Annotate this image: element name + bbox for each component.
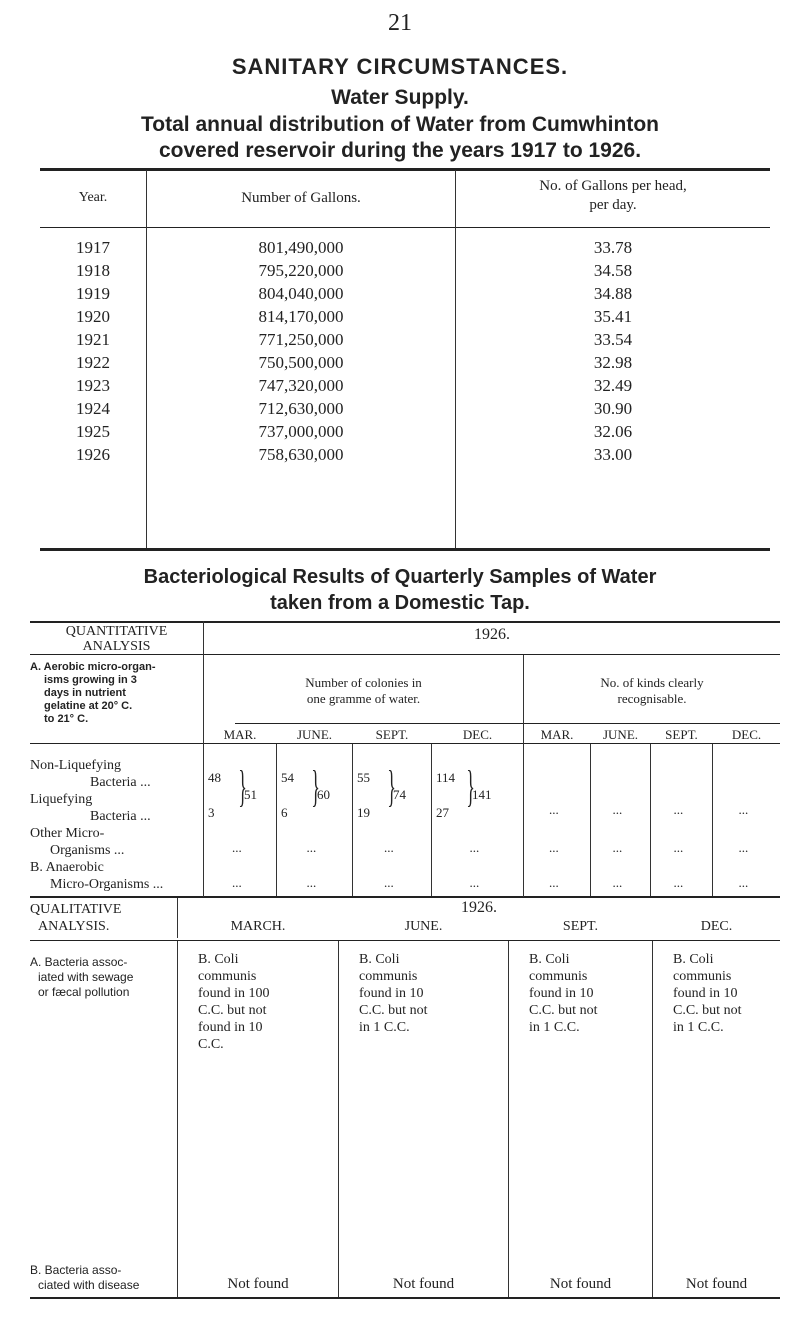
dots-cell: ...	[469, 840, 480, 855]
dots-cell: ...	[673, 840, 684, 855]
brace-icon: }	[238, 762, 247, 811]
dots-cell: ...	[738, 875, 749, 890]
row-a-line3: or fæcal pollution	[38, 985, 130, 999]
nonliq-value: 48	[208, 770, 221, 785]
dots-cell: ...	[549, 840, 559, 855]
year-cell: 1918	[76, 261, 110, 280]
coli-text: found in 100	[198, 986, 270, 1001]
qual-label-line2: ANALYSIS.	[38, 919, 110, 934]
row-b-line1: B. Bacteria asso-	[30, 1263, 122, 1277]
coli-text: communis	[529, 969, 588, 984]
coli-text: found in 10	[198, 1020, 263, 1035]
per-head-cell: 33.54	[593, 330, 633, 349]
dots-cell: ...	[738, 802, 749, 817]
dots-cell: ...	[673, 875, 684, 890]
not-found-cell: Not found	[392, 1276, 455, 1292]
not-found-cell: Not found	[227, 1276, 289, 1292]
coli-text: C.C.	[198, 1037, 224, 1052]
row-b-line2: ciated with disease	[38, 1278, 140, 1292]
coli-text: in 1 C.C.	[529, 1020, 580, 1035]
dots-cell: ...	[384, 840, 394, 855]
brace-icon: }	[466, 762, 475, 811]
brace-icon: }	[311, 762, 320, 811]
kinds-header-line2: recognisable.	[617, 691, 687, 706]
qual-label-line1: QUALITATIVE	[30, 902, 122, 917]
heading-sanitary: SANITARY CIRCUMSTANCES.	[231, 54, 569, 79]
coli-text: found in 10	[673, 986, 738, 1001]
per-head-cell: 30.90	[593, 399, 633, 418]
not-found-cell: Not found	[549, 1276, 612, 1292]
coli-text: found in 10	[529, 986, 594, 1001]
total-value: 74	[393, 787, 406, 802]
kinds-header-line1: No. of kinds clearly	[600, 675, 704, 690]
coli-text: communis	[359, 969, 418, 984]
row-anaer-line2: Micro-Organisms ...	[50, 877, 164, 892]
row-nonliq-line2: Bacteria ...	[90, 775, 151, 790]
coli-text: B. Coli	[673, 952, 714, 967]
coli-text: C.C. but not	[673, 1003, 742, 1018]
quarter-header: SEPT.	[375, 727, 409, 742]
coli-text: B. Coli	[198, 952, 239, 967]
brace-icon: }	[387, 762, 396, 811]
year-cell: 1926	[76, 445, 110, 464]
row-other-line2: Organisms ...	[50, 843, 125, 858]
per-head-cell: 35.41	[593, 307, 633, 326]
per-head-cell: 32.49	[593, 376, 633, 395]
per-head-cell: 32.06	[593, 422, 633, 441]
per-head-cell: 34.58	[593, 261, 633, 280]
coli-text: C.C. but not	[359, 1003, 428, 1018]
coli-text: in 1 C.C.	[359, 1020, 410, 1035]
quant-year: 1926.	[474, 626, 510, 643]
liq-value: 19	[357, 805, 370, 820]
heading-distribution-line2: covered reservoir during the years 1917 to 1926.	[158, 139, 642, 162]
kinds-quarter-header: DEC.	[731, 727, 762, 742]
colonies-header-line1: Number of colonies in	[305, 675, 422, 690]
gallons-cell: 747,320,000	[258, 376, 344, 395]
quant-label-line2: ANALYSIS	[82, 639, 151, 654]
aerobic-line4: gelatine at 20° C.	[44, 700, 133, 712]
bact-heading-line2: taken from a Domestic Tap.	[270, 592, 530, 614]
month-header: JUNE.	[404, 919, 443, 934]
year-cell: 1924	[76, 399, 110, 418]
aerobic-line5: to 21° C.	[44, 713, 89, 725]
coli-text: communis	[673, 969, 732, 984]
col-year-header: Year.	[78, 190, 108, 205]
kinds-quarter-header: MAR.	[540, 727, 574, 742]
per-head-cell: 33.78	[593, 238, 633, 257]
dots-cell: ...	[306, 875, 317, 890]
dots-cell: ...	[612, 840, 623, 855]
dots-cell: ...	[738, 840, 749, 855]
nonliq-value: 114	[436, 770, 456, 785]
coli-text: B. Coli	[359, 952, 400, 967]
year-cell: 1923	[76, 376, 110, 395]
year-cell: 1919	[76, 284, 110, 303]
month-header: SEPT.	[562, 919, 599, 934]
row-liq-line2: Bacteria ...	[90, 809, 151, 824]
quant-label-line1: QUANTITATIVE	[65, 624, 168, 639]
gallons-cell: 737,000,000	[258, 422, 344, 441]
coli-text: C.C. but not	[198, 1003, 267, 1018]
year-cell: 1922	[76, 353, 110, 372]
dots-cell: ...	[232, 840, 242, 855]
year-cell: 1920	[76, 307, 110, 326]
row-anaer-line1: B. Anaerobic	[30, 860, 104, 875]
nonliq-value: 54	[281, 770, 294, 785]
year-cell: 1917	[76, 238, 110, 257]
not-found-cell: Not found	[685, 1276, 748, 1292]
row-a-line2: iated with sewage	[38, 970, 134, 984]
kinds-quarter-header: JUNE.	[602, 727, 639, 742]
heading-water-supply: Water Supply.	[331, 86, 469, 109]
total-value: 141	[472, 787, 492, 802]
coli-text: C.C. but not	[529, 1003, 598, 1018]
quarter-header: MAR.	[223, 727, 257, 742]
dots-cell: ...	[549, 875, 559, 890]
coli-text: communis	[198, 969, 257, 984]
nonliq-value: 55	[357, 770, 370, 785]
liq-value: 3	[208, 805, 215, 820]
kinds-quarter-header: SEPT.	[665, 727, 698, 742]
quarter-header: DEC.	[462, 727, 493, 742]
heading-distribution-line1: Total annual distribution of Water from Cumwhinton	[141, 113, 659, 136]
total-value: 60	[317, 787, 330, 802]
gallons-cell: 804,040,000	[258, 284, 344, 303]
aerobic-line1: A. Aerobic micro-organ-	[30, 661, 156, 673]
year-cell: 1921	[76, 330, 110, 349]
dots-cell: ...	[549, 802, 559, 817]
gallons-cell: 801,490,000	[258, 238, 344, 257]
row-nonliq-line1: Non-Liquefying	[30, 758, 121, 773]
bact-heading-line1: Bacteriological Results of Quarterly Samples of Water	[143, 566, 657, 588]
total-value: 51	[244, 787, 257, 802]
gallons-cell: 814,170,000	[258, 307, 344, 326]
liq-value: 6	[281, 805, 288, 820]
colonies-header-line2: one gramme of water.	[306, 691, 421, 706]
quarter-header: JUNE.	[296, 727, 333, 742]
row-liq-line1: Liquefying	[30, 792, 93, 807]
dots-cell: ...	[612, 875, 623, 890]
coli-text: B. Coli	[529, 952, 570, 967]
page-number: 21	[388, 10, 412, 36]
dots-cell: ...	[469, 875, 480, 890]
gallons-cell: 758,630,000	[258, 445, 344, 464]
dots-cell: ...	[232, 875, 242, 890]
aerobic-line2: isms growing in 3	[44, 674, 137, 686]
dots-cell: ...	[384, 875, 394, 890]
coli-text: in 1 C.C.	[673, 1020, 724, 1035]
gallons-cell: 771,250,000	[258, 330, 344, 349]
per-head-cell: 34.88	[593, 284, 633, 303]
month-header: MARCH.	[230, 919, 286, 934]
dots-cell: ...	[306, 840, 317, 855]
col-gallons-header: Number of Gallons.	[241, 190, 361, 206]
per-head-cell: 32.98	[593, 353, 633, 372]
col-per-head-header-line1: No. of Gallons per head,	[539, 178, 687, 194]
gallons-cell: 750,500,000	[258, 353, 344, 372]
month-header: DEC.	[700, 919, 733, 934]
per-head-cell: 33.00	[593, 445, 633, 464]
liq-value: 27	[436, 805, 449, 820]
dots-cell: ...	[673, 802, 684, 817]
gallons-cell: 795,220,000	[258, 261, 344, 280]
col-per-head-header-line2: per day.	[589, 197, 637, 213]
dots-cell: ...	[612, 802, 623, 817]
coli-text: found in 10	[359, 986, 424, 1001]
aerobic-line3: days in nutrient	[44, 687, 126, 699]
year-cell: 1925	[76, 422, 110, 441]
qual-year: 1926.	[461, 899, 497, 916]
row-a-line1: A. Bacteria assoc-	[30, 955, 128, 969]
row-other-line1: Other Micro-	[30, 826, 105, 841]
gallons-cell: 712,630,000	[258, 399, 344, 418]
